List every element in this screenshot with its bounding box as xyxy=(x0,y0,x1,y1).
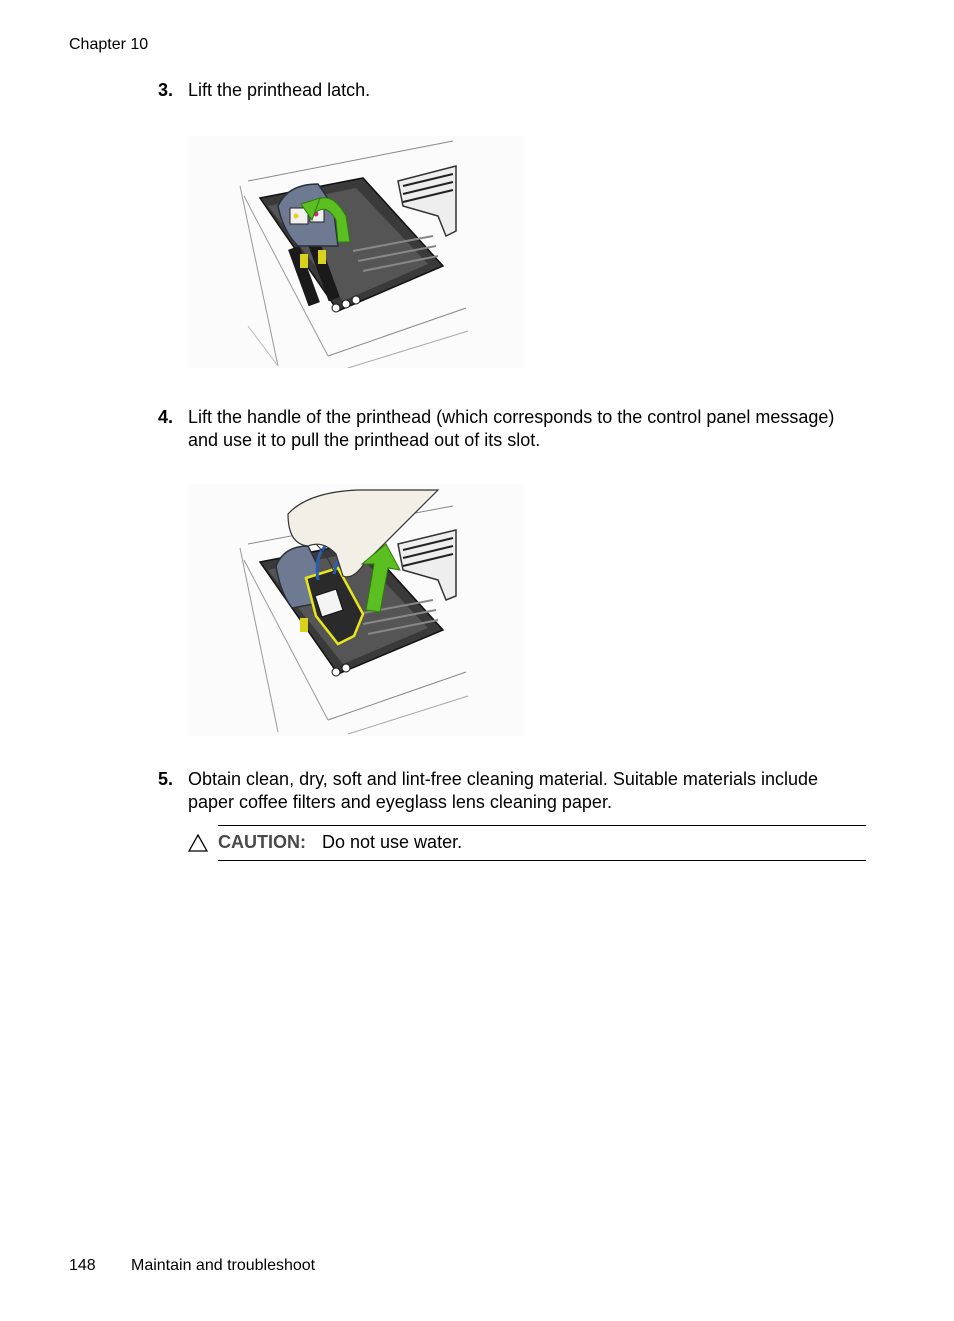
figure-lift-latch xyxy=(188,136,524,368)
step-number: 5. xyxy=(158,769,174,789)
step-number: 3. xyxy=(158,80,174,100)
caution-rule-top xyxy=(218,825,866,826)
printhead-removal-illustration xyxy=(188,484,524,736)
caution-rule-bottom xyxy=(218,860,866,861)
caution-label: CAUTION: xyxy=(218,832,306,852)
running-header: Chapter 10 xyxy=(69,36,149,53)
step-text: Lift the printhead latch. xyxy=(188,80,371,100)
step-4 xyxy=(158,406,858,451)
printer-latch-illustration xyxy=(188,136,524,368)
page-number: 148 xyxy=(69,1257,96,1274)
caution-note xyxy=(188,825,866,861)
step-3 xyxy=(158,79,858,102)
step-text: Lift the handle of the printhead (which corresponds to the control panel message) and use it to pull the printhead out of its slot. xyxy=(188,407,835,450)
step-number: 4. xyxy=(158,407,174,427)
warning-triangle-icon xyxy=(188,834,208,852)
step-5 xyxy=(158,768,858,813)
step-text: Obtain clean, dry, soft and lint-free cleaning material. Suitable materials include paper coffee filters and eyeglass lens cleaning paper. xyxy=(188,769,818,812)
figure-pull-printhead xyxy=(188,484,524,736)
caution-text: Do not use water. xyxy=(322,832,463,852)
footer-section-title: Maintain and troubleshoot xyxy=(131,1257,316,1274)
